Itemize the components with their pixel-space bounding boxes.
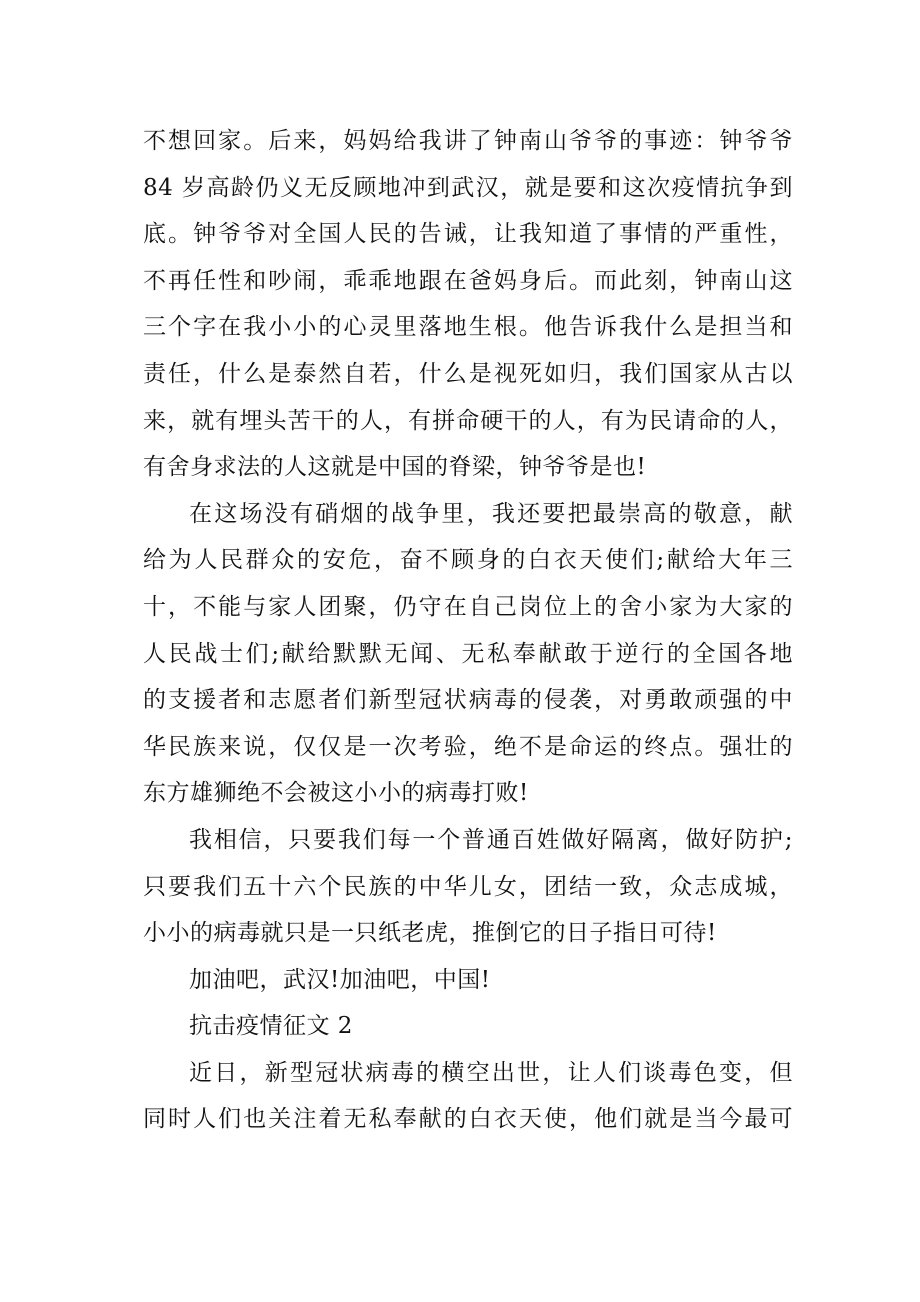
- text-line: 的支援者和志愿者们新型冠状病毒的侵袭，对勇敢顽强的中: [143, 687, 793, 714]
- text-line: 责任，什么是泰然自若，什么是视死如归，我们国家从古以: [143, 360, 793, 387]
- text-line: 加油吧，武汉!加油吧，中国!: [189, 966, 491, 993]
- text-line: 底。钟爷爷对全国人民的告诫，让我知道了事情的严重性，: [143, 221, 793, 248]
- text-line: 在这场没有硝烟的战争里，我还要把最崇高的敬意，献: [189, 500, 793, 527]
- text-line: 三个字在我小小的心灵里落地生根。他告诉我什么是担当和: [143, 314, 793, 341]
- text-line: 东方雄狮绝不会被这小小的病毒打败!: [143, 780, 529, 807]
- essay-body: [143, 118, 793, 1143]
- text-line: 不再任性和吵闹，乖乖地跟在爸妈身后。而此刻，钟南山这: [143, 267, 793, 294]
- text-line: 有舍身求法的人这就是中国的脊梁，钟爷爷是也!: [143, 454, 647, 481]
- text-line: 我相信，只要我们每一个普通百姓做好隔离，做好防护;: [189, 826, 793, 853]
- text-line: 不想回家。后来，妈妈给我讲了钟南山爷爷的事迹：钟爷爷: [143, 128, 793, 154]
- text-line: 给为人民群众的安危，奋不顾身的白衣天使们;献给大年三: [143, 547, 793, 574]
- text-line: 人民战士们;献给默默无闻、无私奉献敢于逆行的全国各地: [143, 640, 793, 667]
- text-line: 近日，新型冠状病毒的横空出世，让人们谈毒色变，但: [189, 1059, 793, 1086]
- text-line: 华民族来说，仅仅是一次考验，绝不是命运的终点。强壮的: [143, 733, 793, 760]
- text-line: 84 岁高龄仍义无反顾地冲到武汉，就是要和这次疫情抗争到: [143, 174, 793, 201]
- text-line: 同时人们也关注着无私奉献的白衣天使，他们就是当今最可: [143, 1106, 793, 1133]
- text-line: 小小的病毒就只是一只纸老虎，推倒它的日子指日可待!: [143, 920, 717, 947]
- section-heading: 抗击疫情征文 2: [189, 1013, 353, 1040]
- text-line: 只要我们五十六个民族的中华儿女，团结一致，众志成城，: [143, 873, 793, 900]
- text-line: 十，不能与家人团聚，仍守在自己岗位上的舍小家为大家的: [143, 593, 793, 620]
- text-line: 来，就有埋头苦干的人，有拼命硬干的人，有为民请命的人，: [143, 407, 793, 434]
